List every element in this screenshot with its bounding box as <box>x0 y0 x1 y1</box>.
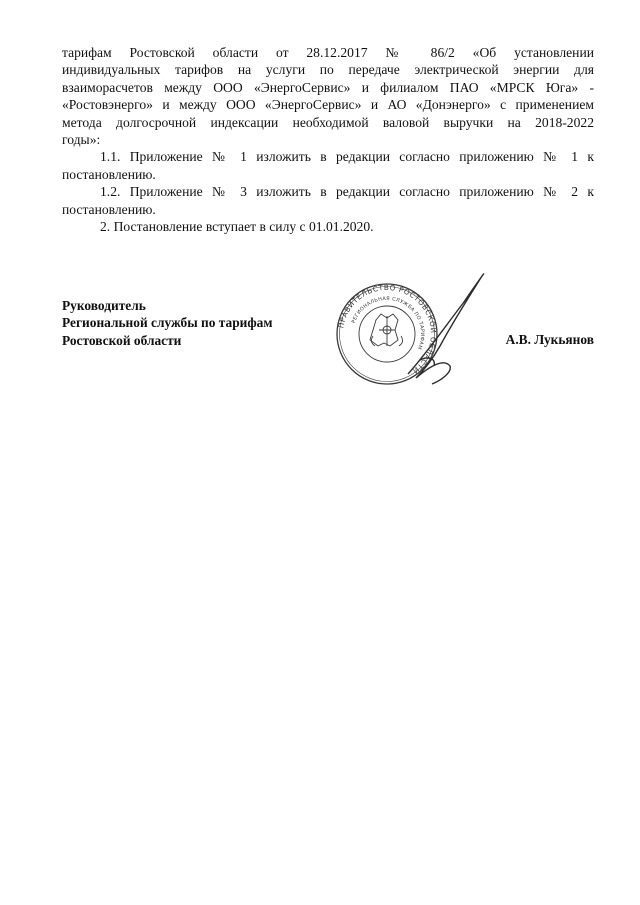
signatory-name: А.В. Лукьянов <box>505 332 594 347</box>
signatory-title <box>62 297 272 349</box>
intro-line-4: «Ростовэнерго» и между ООО «ЭнергоСервис» и АО «Донэнерго» с применением <box>62 97 594 113</box>
seal-inner-text: РЕГИОНАЛЬНАЯ СЛУЖБА ПО ТАРИФАМ <box>350 295 426 351</box>
item-1-1: 1.1. Приложение № 1 изложить в редакции согласно приложению № 1 к постановлению. <box>62 149 594 182</box>
item-1-2: 1.2. Приложение № 3 изложить в редакции согласно приложению № 2 к постановлению. <box>62 184 594 217</box>
intro-line-2: индивидуальных тарифов на услуги по передаче электрической энергии для <box>62 62 594 78</box>
intro-line-3: взаиморасчетов между ООО «ЭнергоСервис» и филиалом ПАО «МРСК Юга» - <box>62 79 594 95</box>
official-seal <box>316 262 494 412</box>
document-body <box>62 44 594 235</box>
intro-paragraph <box>62 44 594 148</box>
intro-line-1: тарифам Ростовской области от 28.12.2017 № 86/2 «Об установлении <box>62 45 594 60</box>
intro-line-5: метода долгосрочной индексации необходимой валовой выручки на 2018-2022 <box>62 114 594 130</box>
signatory-title-line-3: Ростовской области <box>62 332 182 348</box>
seal-emblem <box>370 314 403 346</box>
intro-line-6: годы»: <box>62 132 101 148</box>
signatory-title-line-2: Региональной службы по тарифам <box>62 315 273 331</box>
signatory-title-line-1: Руководитель <box>62 298 146 313</box>
item-2: 2. Постановление вступает в силу с 01.01.2020. <box>100 219 374 235</box>
seal-and-signature-graphic <box>316 262 494 412</box>
seal-outer-text: ПРАВИТЕЛЬСТВО РОСТОВСКОЙ ОБЛАСТИ <box>336 282 439 376</box>
